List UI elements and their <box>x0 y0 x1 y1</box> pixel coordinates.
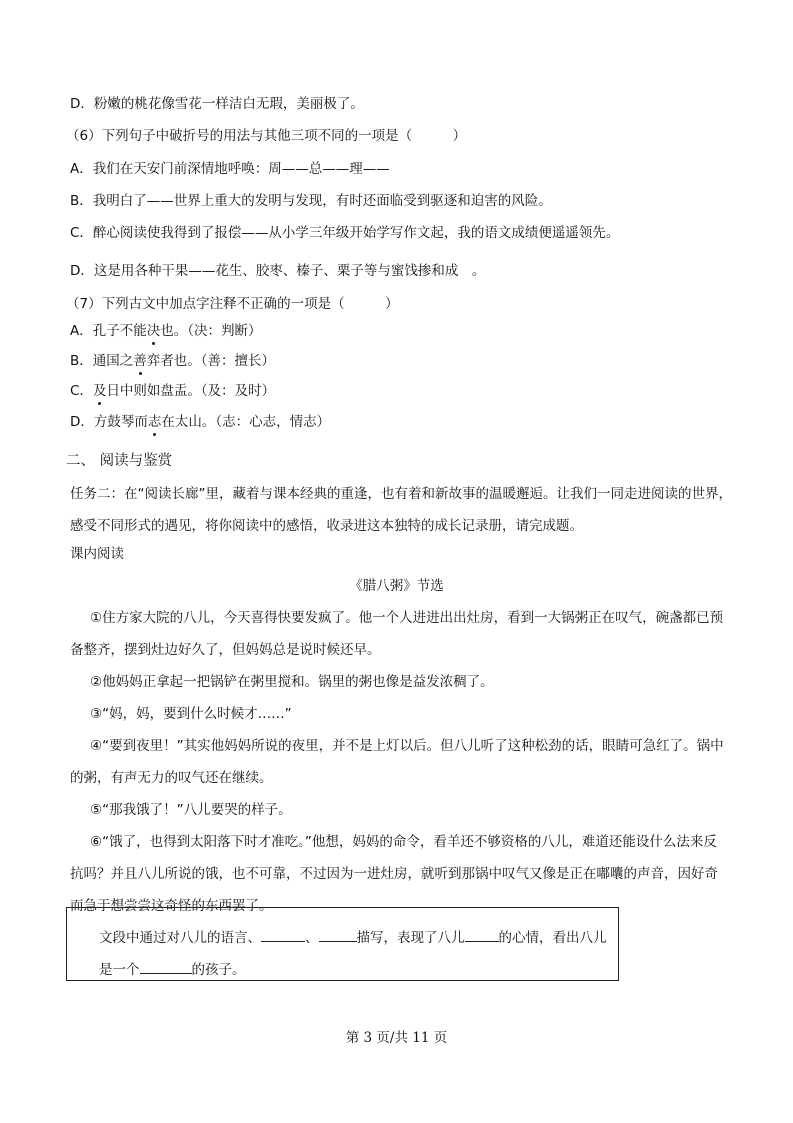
passage-paragraph-2: ②他妈妈正拿起一把锅铲在粥里搅和。锅里的粥也像是益发浓稠了。 <box>90 674 494 690</box>
option-suffix: 弈者也。（善：擅长） <box>146 353 276 369</box>
option-prefix: D．方鼓琴而 <box>70 414 148 430</box>
question-box <box>66 907 619 981</box>
passage-paragraph-3: ③“妈，妈，要到什么时候才……” <box>90 706 292 722</box>
option-suffix: 在太山。（志：心志，情志） <box>161 414 331 430</box>
question-segment: 的心情，看出八儿是一个 <box>99 930 607 978</box>
dotted-character: 及 <box>92 383 107 399</box>
q5-option-d: D．粉嫩的桃花像雪花一样洁白无瑕，美丽极了。 <box>70 96 364 112</box>
question-text <box>99 922 609 986</box>
option-prefix: B．通国之 <box>70 353 134 369</box>
q7-option-b <box>70 352 275 370</box>
dotted-character: 善 <box>133 353 147 369</box>
passage-paragraph-4: ④“要到夜里！”其实他妈妈所说的夜里，并不是上灯以后。但八儿听了这种松劲的话，眼睛可急红了。锅中的粥，有声无力的叹气还在继续。 <box>70 738 724 786</box>
answer-blank-4[interactable] <box>140 959 192 974</box>
question-segment: 、 <box>305 930 319 946</box>
passage-paragraph-6: ⑥“饿了，也得到太阳落下时才准吃。”他想，妈妈的命令，看羊还不够资格的八儿，难道还能设什么法来反抗吗？并且八儿所说的饿，也不可靠，不过因为一进灶房，就听到那锅中叹气又像是正在嘟囔的声音，因好奇而急于想尝尝这奇怪的东西罢了。 <box>70 834 718 914</box>
option-suffix: 日中则如盘盂。（及：及时） <box>106 383 276 399</box>
q7-option-d <box>70 413 330 431</box>
reading-label: 课内阅读 <box>70 546 124 562</box>
passage-paragraph-5: ⑤“那我饿了！”八儿要哭的样子。 <box>90 802 292 818</box>
q6-option-d: D．这是用各种干果——花生、胶枣、榛子、栗子等与蜜饯掺和成 。 <box>70 263 486 279</box>
q6-stem: （6）下列句子中破折号的用法与其他三项不同的一项是（ ） <box>66 128 467 144</box>
q6-option-a: A．我们在天安门前深情地呼唤：周——总——理—— <box>70 161 390 177</box>
option-prefix: C． <box>70 383 93 399</box>
task-intro: 任务二：在“阅读长廊”里，藏着与课本经典的重逢，也有着和新故事的温暖邂逅。让我们一同走进阅读的世界，感受不同形式的遇见，将你阅读中的感悟，收录进这本独特的成长记录册，请完成题。 <box>70 486 732 534</box>
question-segment: 描写，表现了八儿 <box>356 930 465 946</box>
answer-blank-3[interactable] <box>465 927 499 942</box>
question-segment: 的孩子。 <box>191 962 246 978</box>
passage-title: 《腊八粥》节选 <box>349 578 444 594</box>
q6-option-b: B．我明白了——世界上重大的发明与发现，有时还面临受到驱逐和迫害的风险。 <box>70 193 552 209</box>
q7-option-c <box>70 382 275 400</box>
dotted-character: 决 <box>146 323 161 339</box>
q7-stem: （7）下列古文中加点字注释不正确的一项是（ ） <box>66 296 399 312</box>
option-suffix: 也。（决：判断） <box>160 323 262 339</box>
q7-option-a <box>70 322 262 340</box>
answer-blank-1[interactable] <box>261 927 305 942</box>
q6-option-c: C．醉心阅读使我得到了报偿——从小学三年级开始学写作文起，我的语文成绩便遥遥领先。 <box>70 225 620 241</box>
dotted-character: 志 <box>147 414 162 430</box>
question-segment: 文段中通过对八儿的语言、 <box>99 930 261 946</box>
option-prefix: A．孔子不能 <box>70 323 147 339</box>
answer-blank-2[interactable] <box>319 927 357 942</box>
page-number: 第 3 页/共 11 页 <box>345 1030 448 1046</box>
section-heading: 二、 阅读与鉴赏 <box>66 453 173 469</box>
passage-paragraph-1: ①住方家大院的八儿，今天喜得快要发疯了。他一个人进进出出灶房，看到一大锅粥正在叹气，碗盏都已预备整齐，摆到灶边好久了，但妈妈总是说时候还早。 <box>70 610 724 658</box>
